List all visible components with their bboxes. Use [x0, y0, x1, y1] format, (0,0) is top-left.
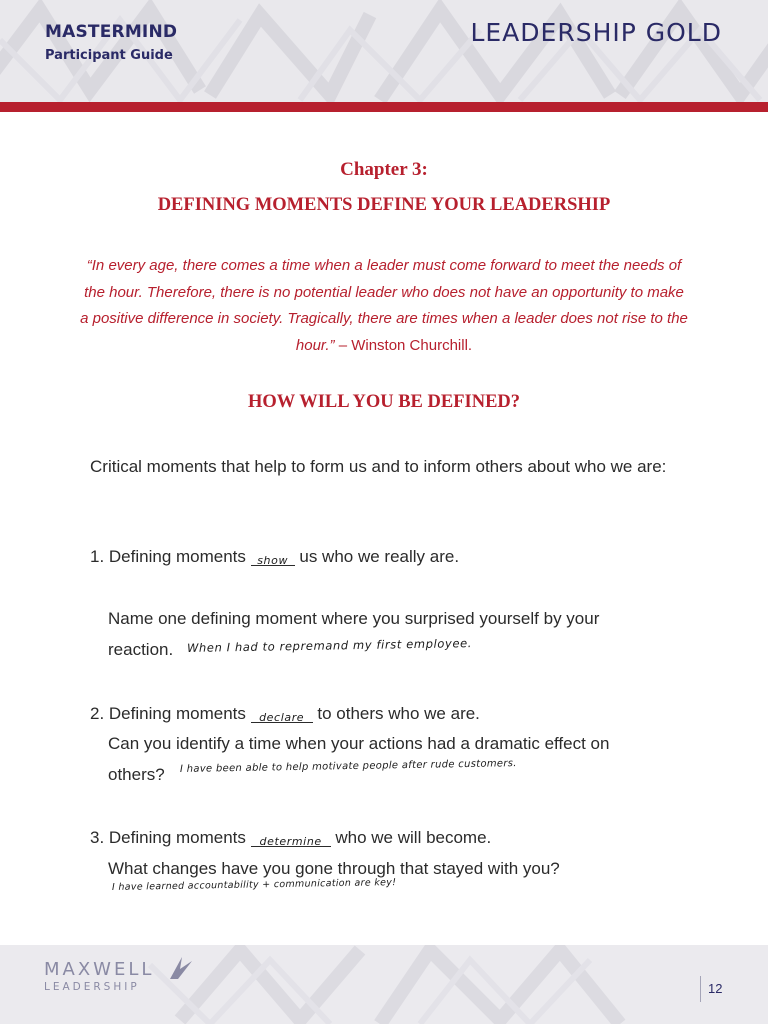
item-2-prefix: 2. Defining moments: [90, 704, 246, 723]
chapter-label: Chapter 3:: [340, 159, 428, 180]
quote-attribution: – Winston Churchill.: [334, 337, 473, 355]
logo-mountain-icon: [168, 955, 194, 981]
item-3-answer-blank[interactable]: [251, 828, 331, 847]
item-2-answer-blank[interactable]: [251, 704, 313, 723]
item-2-question-line1: Can you identify a time when your actions had a dramatic effect on: [108, 734, 610, 753]
item-2-suffix: to others who we are.: [317, 704, 480, 723]
header-accent-bar: [0, 102, 768, 112]
page-number-divider: [700, 976, 701, 1002]
item-2-response[interactable]: I have been able to help motivate people after rude customers.: [179, 758, 517, 775]
brand-title: MASTERMIND: [45, 22, 178, 42]
brand-subtitle: Participant Guide: [45, 48, 173, 63]
item-1-prefix: 1. Defining moments: [90, 547, 246, 566]
logo-wordmark: MAXWELL: [44, 959, 155, 980]
item-2-answer: declare: [259, 711, 305, 724]
item-3-suffix: who we will become.: [335, 828, 492, 847]
item-1-response[interactable]: When I had to repremand my first employee.: [186, 636, 473, 655]
item-1-suffix: us who we really are.: [299, 547, 460, 566]
chapter-title: DEFINING MOMENTS DEFINE YOUR LEADERSHIP: [157, 195, 611, 215]
quote-text: “In every age, there comes a time when a leader must come forward to meet the needs of the hour. Therefore, there is no potential leader who does not have an opportunity to make a positive difference in society. Tragically, there are times when a leader does not rise to the hour.”: [80, 257, 688, 355]
item-2-question-line2: others?: [108, 765, 165, 784]
item-1-question-line2: reaction.: [108, 640, 174, 659]
item-1-statement: [90, 547, 459, 567]
page-number: 12: [708, 981, 723, 996]
program-title: LEADERSHIP GOLD: [470, 18, 722, 47]
logo-subword: LEADERSHIP: [44, 981, 140, 993]
item-3-question-line1: What changes have you gone through that stayed with you?: [108, 859, 560, 878]
churchill-quote: [80, 253, 688, 360]
page-header: [0, 0, 768, 104]
intro-paragraph: Critical moments that help to form us and to inform others about who we are:: [90, 457, 667, 476]
item-1-answer: show: [257, 554, 289, 567]
item-2-statement: [90, 704, 480, 724]
page-footer: [0, 945, 768, 1024]
item-3-statement: [90, 828, 491, 848]
item-1-answer-blank[interactable]: [251, 547, 295, 566]
item-3-response[interactable]: I have learned accountability + communication are key!: [111, 877, 397, 893]
item-3-prefix: 3. Defining moments: [90, 828, 246, 847]
item-3-answer: determine: [259, 835, 322, 848]
item-1-question-line1: Name one defining moment where you surprised yourself by your: [108, 609, 600, 628]
maxwell-logo[interactable]: [44, 959, 154, 993]
section-heading: HOW WILL YOU BE DEFINED?: [247, 392, 521, 412]
